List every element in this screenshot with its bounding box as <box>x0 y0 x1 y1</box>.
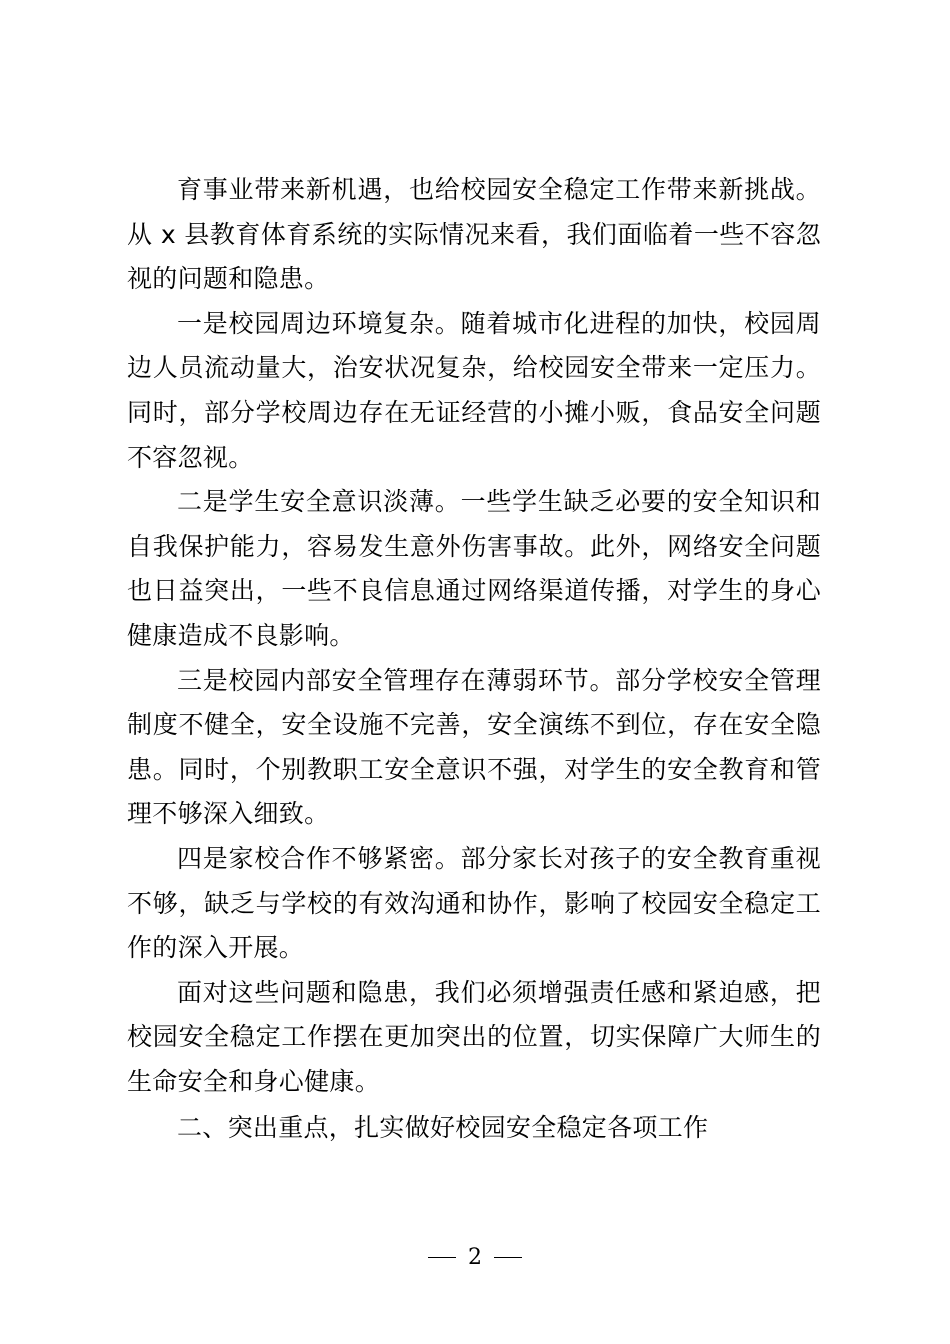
paragraph-issue-two: 二是学生安全意识淡薄。一些学生缺乏必要的安全知识和自我保护能力，容易发生意外伤害事故。此外，网络安全问题也日益突出，一些不良信息通过网络渠道传播，对学生的身心健康造成不良影响。 <box>127 487 821 650</box>
paragraph-conclusion: 面对这些问题和隐患，我们必须增强责任感和紧迫感，把校园安全稳定工作摆在更加突出的位置，切实保障广大师生的生命安全和身心健康。 <box>127 977 821 1096</box>
paragraph-issue-one: 一是校园周边环境复杂。随着城市化进程的加快，校园周边人员流动量大，治安状况复杂，给校园安全带来一定压力。同时，部分学校周边存在无证经营的小摊小贩，食品安全问题不容忽视。 <box>127 308 821 472</box>
right-dash <box>494 1257 522 1258</box>
paragraph-issue-four: 四是家校合作不够紧密。部分家长对孩子的安全教育重视不够，缺乏与学校的有效沟通和协作，影响了校园安全稳定工作的深入开展。 <box>127 843 821 963</box>
left-dash <box>428 1257 456 1258</box>
document-body <box>127 168 821 1151</box>
page-number: 2 <box>468 1245 482 1270</box>
section-heading: 二、突出重点，扎实做好校园安全稳定各项工作 <box>177 1113 709 1143</box>
paragraph-continuation: 育事业带来新机遇，也给校园安全稳定工作带来新挑战。从 x 县教育体育系统的实际情况来看，我们面临着一些不容忽视的问题和隐患。 <box>127 175 821 294</box>
paragraph-issue-three: 三是校园内部安全管理存在薄弱环节。部分学校安全管理制度不健全，安全设施不完善，安全演练不到位，存在安全隐患。同时，个别教职工安全意识不强，对学生的安全教育和管理不够深入细致。 <box>127 665 821 829</box>
page-footer <box>0 1243 950 1273</box>
